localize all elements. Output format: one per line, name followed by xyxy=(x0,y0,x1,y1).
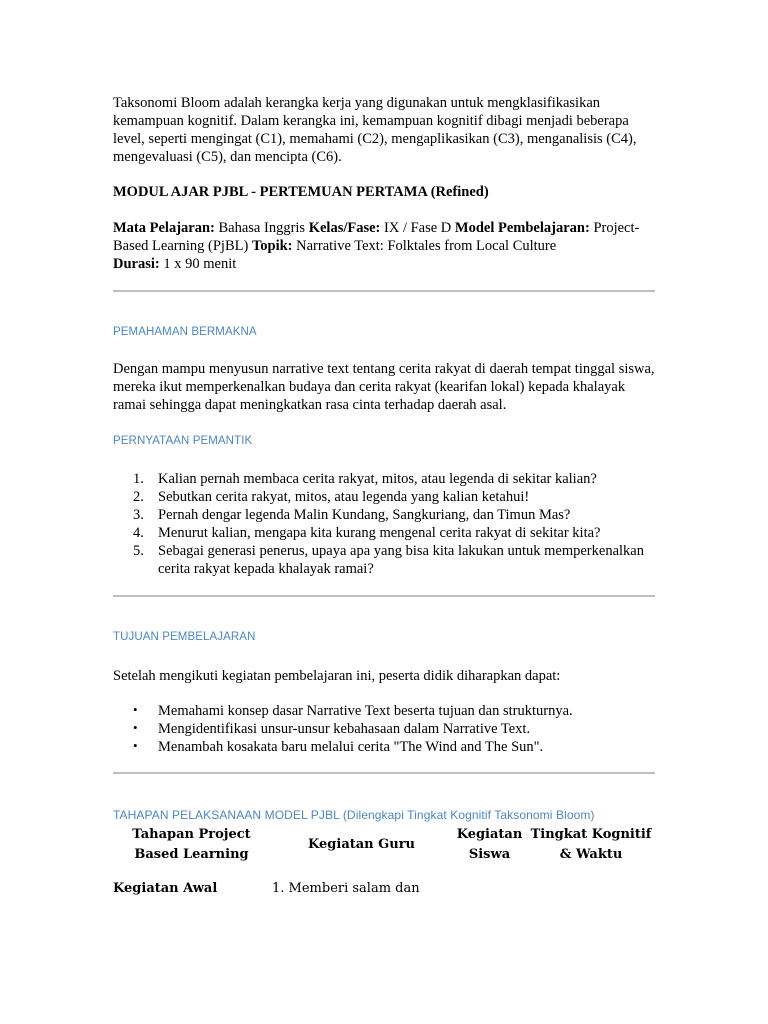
cell-kegiatan-siswa xyxy=(453,879,526,899)
header-tahapan: Tahapan Project Based Learning xyxy=(132,827,251,862)
mapel-label: Mata Pelajaran: xyxy=(113,220,215,236)
pemahaman-paragraph: Dengan mampu menyusun narrative text tentang cerita rakyat di daerah tempat tinggal siswa, mereka ikut memperkenalkan budaya dan cerita rakyat (kearifan lokal) kepada khalayak ramai sehingga dapat meningkatkan rasa cinta terhadap daerah asal. xyxy=(113,361,655,413)
intro-paragraph: Taksonomi Bloom adalah kerangka kerja yang digunakan untuk mengklasifikasikan kemampuan kognitif. Dalam kerangka ini, kemampuan kognitif dibagi menjadi beberapa level, seperti mengingat (C1), memahami (C2), mengaplikasikan (C3), menganalisis (C4), mengevaluasi (C5), dan mencipta (C6). xyxy=(113,95,637,165)
kelas-value: IX / Fase D xyxy=(380,220,455,236)
cell-tahap: Kegiatan Awal xyxy=(113,881,218,896)
model-value: Project-Based Learning (PjBL) xyxy=(113,220,640,254)
tujuan-list xyxy=(113,702,658,756)
header-kegiatan-guru: Kegiatan Guru xyxy=(308,837,415,852)
tahapan-table xyxy=(113,825,656,899)
mapel-value: Bahasa Inggris xyxy=(214,220,309,236)
list-item: • Memahami konsep dasar Narrative Text beserta tujuan dan strukturnya. xyxy=(133,702,573,719)
list-item: • Menambah kosakata baru melalui cerita "The Wind and The Sun". xyxy=(133,738,544,755)
list-item: • Mengidentifikasi unsur-unsur kebahasaan dalam Narrative Text. xyxy=(133,720,531,737)
section-title-pemantik: PERNYATAAN PEMANTIK xyxy=(113,435,253,447)
cell-kegiatan-guru: 1. Memberi salam dan xyxy=(272,881,420,896)
list-item: 5. Sebagai generasi penerus, upaya apa yang bisa kita lakukan untuk memperkenalkan cerita rakyat kepada khalayak ramai? xyxy=(133,543,644,577)
table-row xyxy=(113,879,656,899)
topik-label: Topik: xyxy=(251,238,293,254)
horizontal-rule xyxy=(113,772,655,774)
durasi-label: Durasi: xyxy=(113,256,160,272)
section-title-tahapan: TAHAPAN PELAKSANAAN MODEL PJBL (Dilengkapi Tingkat Kognitif Taksonomi Bloom) xyxy=(113,808,595,822)
pemantik-list xyxy=(113,470,658,578)
list-item: 3. Pernah dengar legenda Malin Kundang, Sangkuriang, dan Timun Mas? xyxy=(133,507,571,523)
header-kegiatan-siswa: Kegiatan Siswa xyxy=(456,827,523,862)
durasi-value: 1 x 90 menit xyxy=(159,256,237,272)
table-header-row xyxy=(113,825,656,865)
cell-tingkat-kognitif xyxy=(526,879,656,899)
model-label: Model Pembelajaran: xyxy=(454,220,590,236)
module-meta xyxy=(113,219,658,273)
section-title-tujuan: TUJUAN PEMBELAJARAN xyxy=(113,631,256,643)
topik-value: Narrative Text: Folktales from Local Culture xyxy=(292,238,557,254)
section-title-pemahaman: PEMAHAMAN BERMAKNA xyxy=(113,326,257,338)
tujuan-intro: Setelah mengikuti kegiatan pembelajaran ini, peserta didik diharapkan dapat: xyxy=(113,668,561,684)
header-tingkat-kognitif: Tingkat Kognitif & Waktu xyxy=(530,827,652,862)
list-item: 2. Sebutkan cerita rakyat, mitos, atau legenda yang kalian ketahui! xyxy=(133,489,530,505)
list-item: 4. Menurut kalian, mengapa kita kurang mengenal cerita rakyat di sekitar kita? xyxy=(133,525,601,541)
horizontal-rule xyxy=(113,595,655,597)
kelas-label: Kelas/Fase: xyxy=(308,220,381,236)
list-item: 1. Kalian pernah membaca cerita rakyat, mitos, atau legenda di sekitar kalian? xyxy=(133,471,597,487)
horizontal-rule xyxy=(113,290,655,292)
module-title: MODUL AJAR PJBL - PERTEMUAN PERTAMA (Refined) xyxy=(113,184,489,200)
